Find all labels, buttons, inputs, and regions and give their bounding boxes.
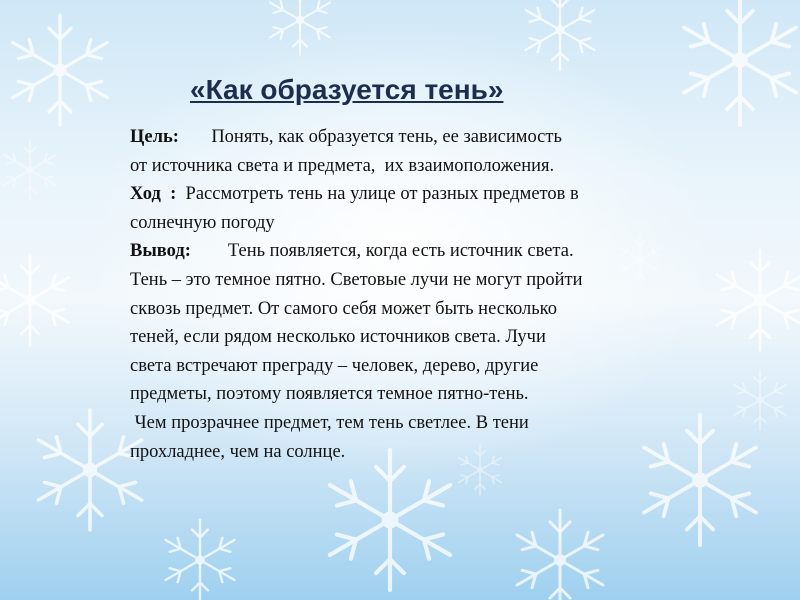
conclusion-line-2: Тень – это темное пятно. Световые лучи не могут пройти — [130, 269, 583, 290]
snowflake-icon — [0, 255, 69, 345]
goal-text: Понять, как образуется тень, ее зависимость — [178, 127, 562, 147]
conclusion-line-7: Чем прозрачнее предмет, тем тень светлее. В тени — [130, 412, 529, 433]
snowflake-icon — [13, 15, 108, 125]
conclusion-line-8: прохладнее, чем на солнце. — [130, 441, 346, 462]
snowflake-icon — [330, 450, 450, 590]
goal-line-2: от источника света и предмета, их взаимоположения. — [130, 155, 555, 176]
snowflake-icon — [734, 370, 786, 430]
course-line-2: солнечную погоду — [130, 212, 275, 233]
snowflake-icon — [717, 250, 800, 350]
snowflake-icon — [526, 0, 595, 70]
conclusion-text: Тень появляется, когда есть источник света. — [190, 241, 574, 262]
conclusion-line-4: теней, если рядом несколько источников света. Лучи — [130, 327, 546, 348]
snowflake-icon — [38, 410, 141, 530]
snowflake-icon — [4, 140, 56, 200]
conclusion-line-1 — [130, 237, 690, 266]
goal-label: Цель: — [130, 127, 179, 147]
snowflake-icon — [517, 510, 603, 600]
snowflake-icon — [684, 0, 796, 125]
conclusion-line-6: предметы, поэтому появляется темное пятно-тень. — [130, 384, 529, 405]
snowflake-icon — [270, 0, 330, 55]
slide-title: «Как образуется тень» — [190, 74, 504, 105]
course-text: Рассмотреть тень на улице от разных предметов в — [176, 184, 579, 205]
course-line-1 — [130, 180, 690, 209]
course-label: Ход : — [130, 184, 177, 205]
goal-line-1 — [130, 123, 690, 152]
conclusion-line-3: сквозь предмет. От самого себя может быть несколько — [130, 298, 557, 319]
conclusion-line-5: света встречают преграду – человек, дерево, другие — [130, 355, 539, 376]
slide-body — [130, 123, 690, 466]
snowflake-icon — [166, 520, 235, 600]
conclusion-label: Вывод: — [130, 241, 191, 262]
